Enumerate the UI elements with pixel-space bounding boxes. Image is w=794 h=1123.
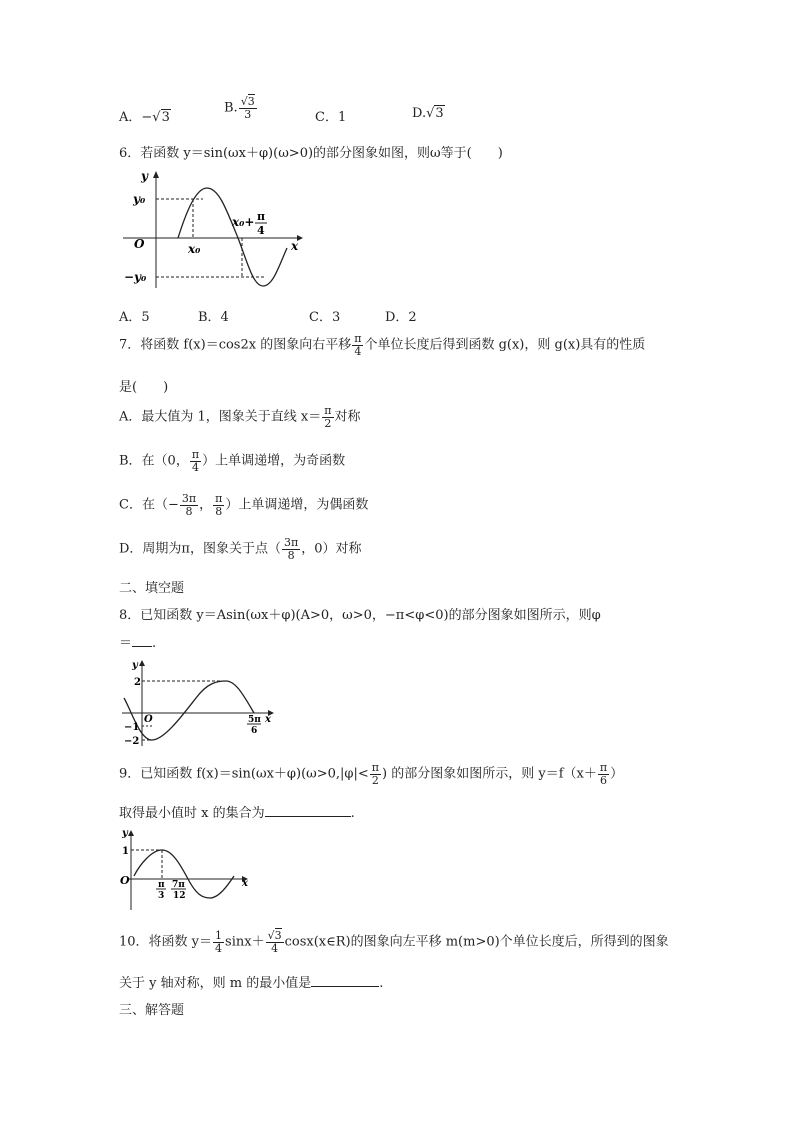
q6-y-label: y — [141, 169, 148, 183]
q6-pi-label: π — [257, 210, 266, 223]
q7-stem-cont: 是( ) — [119, 380, 169, 395]
q8-six-label: 6 — [251, 726, 258, 736]
q6-four-label: 4 — [257, 224, 265, 237]
q10-stem: 10．将函数 y＝ $\frac{1}{4}$ sinx＋ $\frac{√3}{4}$ cosx(x∈R)的图象向左平移 m(m>0)个单位长度后，所得到的图象 — [119, 929, 669, 955]
q6-x0-pi4-label: x₀+ — [232, 215, 255, 229]
q6-option-c: C．3 — [309, 310, 341, 325]
q6-x-label: x — [291, 239, 299, 253]
section-solution-title: 三、解答题 — [119, 1003, 185, 1018]
q8-sine-curve — [124, 681, 254, 740]
q5-option-c: C．1 — [315, 110, 347, 125]
q6-sine-curve — [178, 188, 287, 286]
q8-five-pi-label: 5π — [248, 715, 261, 725]
q8-graph — [118, 656, 278, 748]
q10-answer-blank[interactable] — [311, 974, 379, 987]
q6-option-b: B．4 — [198, 310, 229, 325]
q5-option-a: A．−√3 — [119, 110, 170, 125]
q6-x0-label: x₀ — [188, 242, 201, 256]
q9-origin-label: O — [120, 874, 130, 887]
q8-stem: 8．已知函数 y＝Asin(ωx＋φ)(A>0，ω>0，−π<φ<0)的部分图象如图所示，则φ — [119, 608, 601, 623]
q6-option-d: D．2 — [385, 310, 417, 325]
q9-stem-cont: 取得最小值时 x 的集合为 . — [119, 806, 355, 821]
q7-stem: 7．将函数 f(x)＝cos2x 的图象向右平移 $\frac{\pi}{4}$ 个单位长度后得到函数 g(x)，则 g(x)具有的性质 — [119, 332, 646, 358]
q7-option-d: D．周期为π，图象关于点（ $\frac{3\pi}{8}$ ，0）对称 — [119, 536, 362, 562]
q9-y-label: y — [122, 828, 128, 839]
q7-option-c: C．在（− $\frac{3\pi}{8}$ ， $\frac{\pi}{8}$ ）上单调递增，为偶函数 — [119, 492, 369, 518]
q9-x-label: x — [242, 878, 248, 889]
section-fill-in-title: 二、填空题 — [119, 581, 185, 596]
q9-one-label: 1 — [122, 846, 129, 857]
q8-neg-one-label: −1 — [124, 722, 140, 733]
q9-seven-pi-label: 7π — [172, 880, 185, 890]
q7-option-b: B．在（0， $\frac{\pi}{4}$ ）上单调递增，为奇函数 — [119, 448, 346, 474]
q9-twelve-label: 12 — [173, 891, 186, 901]
q8-origin-label: O — [144, 714, 153, 725]
q10-stem-cont: 关于 y 轴对称，则 m 的最小值是 . — [119, 976, 384, 991]
q7-option-a: A．最大值为 1，图象关于直线 x＝ $\frac{\pi}{2}$ 对称 — [119, 404, 361, 430]
q6-graph — [115, 166, 315, 294]
q6-origin-label: O — [134, 237, 145, 251]
q9-stem: 9．已知函数 f(x)＝sin(ωx＋φ)(ω>0,|φ|< $\frac{\pi}{2}$ ) 的部分图象如图所示，则 y＝f（x＋ $\frac{\pi}{6}$ ） — [119, 761, 624, 787]
q8-stem-cont: ＝ . — [119, 636, 157, 651]
q9-graph — [118, 826, 253, 912]
q6-y0-label: y₀ — [133, 192, 146, 206]
q9-three-label: 3 — [158, 891, 165, 901]
q8-neg-two-label: −2 — [124, 736, 140, 747]
q8-x-label: x — [265, 714, 271, 725]
q6-neg-y0-label: −y₀ — [124, 270, 147, 284]
q8-answer-blank[interactable] — [132, 634, 152, 647]
q8-y-label: y — [132, 660, 138, 671]
q9-answer-blank[interactable] — [265, 804, 351, 817]
q5-option-d: D.√3 — [412, 106, 444, 121]
q6-stem: 6．若函数 y＝sin(ωx＋φ)(ω>0)的部分图象如图，则ω等于( ) — [119, 146, 503, 161]
q8-two-label: 2 — [134, 677, 141, 688]
q9-pi-label: π — [158, 880, 165, 890]
q5-option-b: B. $\frac{√3}{3}$ — [224, 95, 255, 121]
q6-option-a: A．5 — [119, 310, 150, 325]
